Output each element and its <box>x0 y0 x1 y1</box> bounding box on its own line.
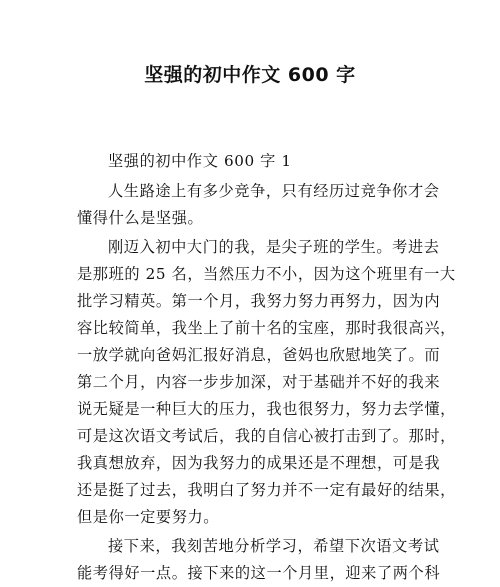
paragraph-2-line-8: 可是这次语文考试后，我的自信心被打击到了。那时， <box>77 427 456 445</box>
paragraph-3-line-2: 能考得好一点。接下来的这一个月里，迎来了两个科 <box>77 564 441 582</box>
section-subheading: 坚强的初中作文 600 字 1 <box>108 152 292 170</box>
paragraph-1-line-2: 懂得什么是坚强。 <box>77 209 204 227</box>
document-body <box>77 148 456 587</box>
paragraph-1-line-1: 人生路途上有多少竞争，只有经历过竞争你才会 <box>108 182 440 200</box>
paragraph-2-line-1: 刚迈入初中大门的我，是尖子班的学生。考进去 <box>108 238 440 256</box>
paragraph-2-line-5: 一放学就向爸妈汇报好消息，爸妈也欣慰地笑了。而 <box>77 346 441 364</box>
paragraph-2-line-3: 批学习精英。第一个月，我努力努力再努力，因为内 <box>77 292 441 310</box>
paragraph-2-line-10: 还是挺了过去，我明白了努力并不一定有最好的结果， <box>77 481 456 499</box>
paragraph-2-line-7: 说无疑是一种巨大的压力，我也很努力，努力去学懂， <box>77 400 456 418</box>
paragraph-2-line-11: 但是你一定要努力。 <box>77 508 220 526</box>
paragraph-2-line-9: 我真想放弃，因为我努力的成果还是不理想，可是我 <box>77 454 441 472</box>
document-title: 坚强的初中作文 600 字 <box>144 64 356 86</box>
paragraph-3-line-1: 接下来，我刻苦地分析学习，希望下次语文考试 <box>108 537 440 555</box>
paragraph-2-line-4: 容比较简单，我坐上了前十名的宝座，那时我很高兴， <box>77 319 456 337</box>
paragraph-2-line-6: 第二个月，内容一步步加深，对于基础并不好的我来 <box>77 373 441 391</box>
paragraph-2-line-2: 是那班的 25 名，当然压力不小，因为这个班里有一大 <box>77 265 456 283</box>
